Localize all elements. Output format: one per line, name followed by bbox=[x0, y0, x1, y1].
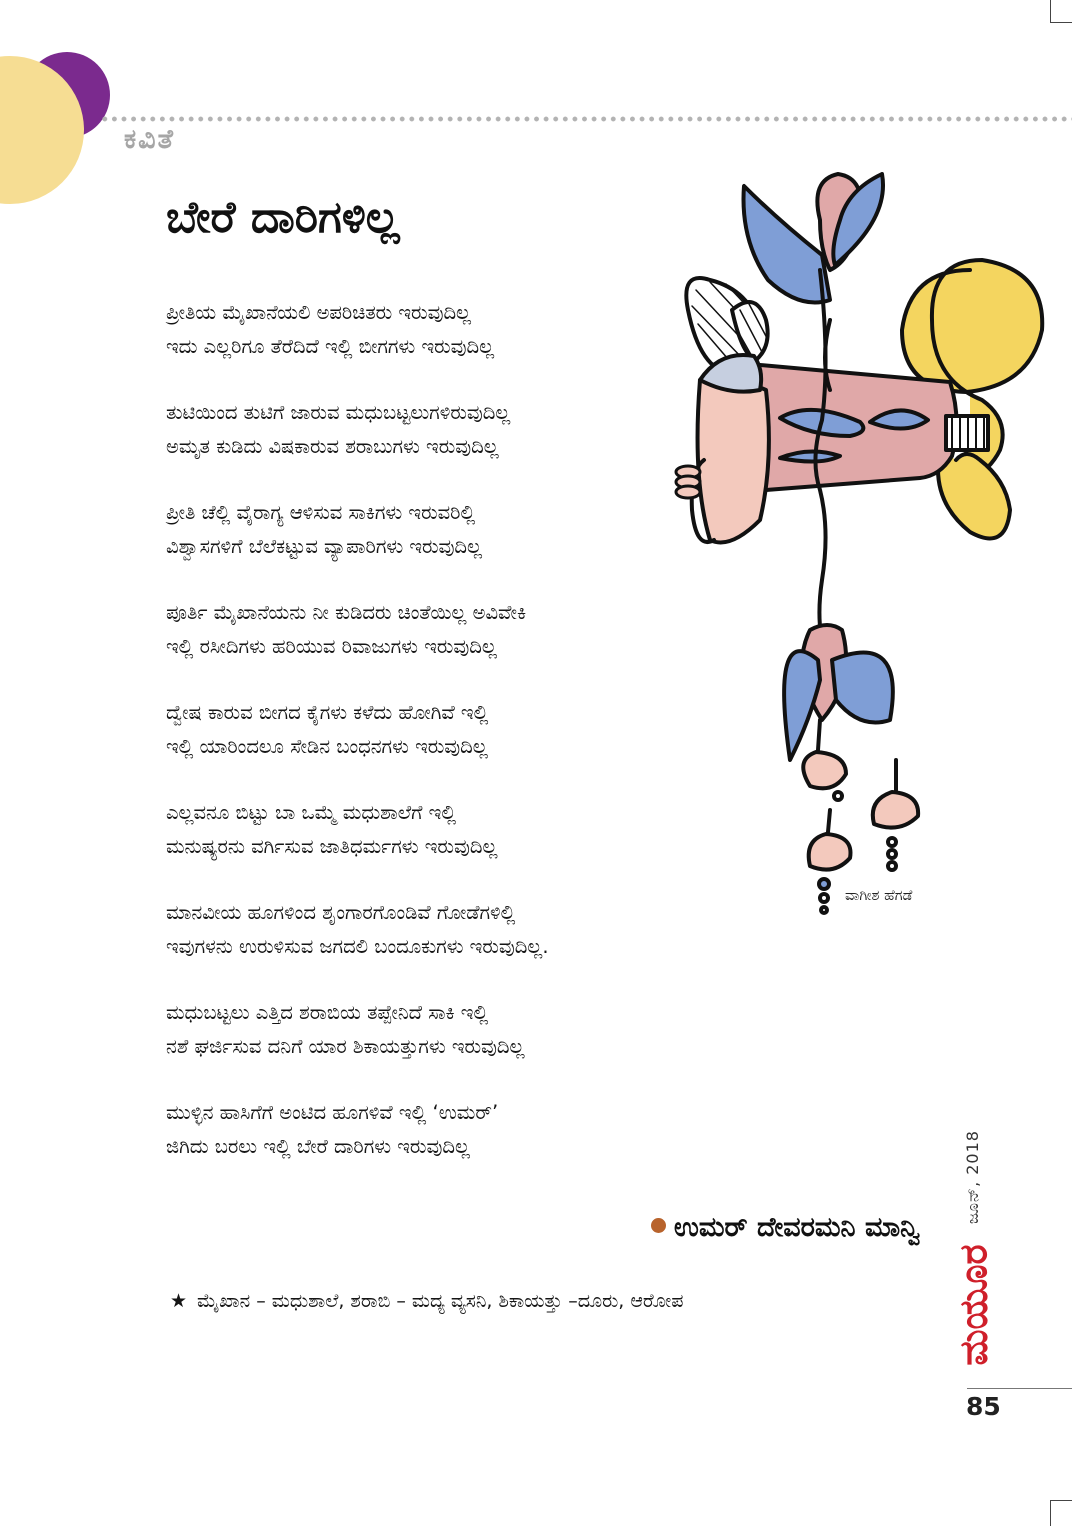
abstract-illustration bbox=[670, 160, 1055, 930]
author-bullet bbox=[651, 1218, 666, 1233]
poem-line: ಇದು ಎಲ್ಲರಿಗೂ ತೆರೆದಿದೆ ಇಲ್ಲಿ ಬೀಗಗಳು ಇರುವುದಿಲ್ಲ bbox=[166, 335, 495, 358]
poem-line: ಎಲ್ಲವನೂ ಬಿಟ್ಟು ಬಾ ಒಮ್ಮೆ ಮಧುಶಾಲೆಗೆ ಇಲ್ಲಿ bbox=[166, 801, 457, 824]
page-number-rule bbox=[967, 1388, 1072, 1389]
stanza bbox=[166, 1096, 746, 1164]
illustration-credit: ವಾಗೀಶ ಹೆಗಡೆ bbox=[845, 888, 913, 904]
poem-line: ಮುಳ್ಳಿನ ಹಾಸಿಗೆಗೆ ಅಂಟಿದ ಹೂಗಳಿವೆ ಇಲ್ಲಿ ‘ಉಮರ್’ bbox=[166, 1101, 499, 1124]
issue-date-text: ಜೂನ್, 2018 bbox=[963, 1130, 982, 1224]
poem-line: ಇಲ್ಲಿ ಯಾರಿಂದಲೂ ಸೇಡಿನ ಬಂಧನಗಳು ಇರುವುದಿಲ್ಲ bbox=[166, 735, 488, 758]
poem-line: ನಶೆ ಘರ್ಜಿಸುವ ದನಿಗೆ ಯಾರ ಶಿಕಾಯತ್ತುಗಳು ಇರುವುದಿಲ್ಲ bbox=[166, 1035, 525, 1058]
stanza bbox=[166, 696, 746, 764]
poem-line: ಇವುಗಳನು ಉರುಳಿಸುವ ಜಗದಲಿ ಬಂದೂಕುಗಳು ಇರುವುದಿಲ್ಲ. bbox=[166, 935, 549, 958]
magazine-masthead bbox=[946, 1240, 1002, 1370]
poem-line: ಮಧುಬಟ್ಟಲು ಎತ್ತಿದ ಶರಾಬಿಯ ತಪ್ಪೇನಿದೆ ಸಾಕಿ ಇಲ್ಲಿ bbox=[166, 1001, 489, 1024]
page-number: 85 bbox=[966, 1392, 1001, 1421]
stanza bbox=[166, 796, 746, 864]
stanza bbox=[166, 396, 746, 464]
crop-mark-bottom-right bbox=[1050, 1500, 1072, 1526]
stanza bbox=[166, 896, 746, 964]
poem-line: ವಿಶ್ವಾಸಗಳಿಗೆ ಬೆಲೆಕಟ್ಟುವ ವ್ಯಾಪಾರಿಗಳು ಇರುವುದಿಲ್ಲ bbox=[166, 535, 482, 558]
stanza bbox=[166, 596, 746, 664]
stanza bbox=[166, 996, 746, 1064]
poem-line: ಪ್ರೀತಿ ಚೆಲ್ಲಿ ವೈರಾಗ್ಯ ಆಳಿಸುವ ಸಾಕಿಗಳು ಇರುವರಿಲ್ಲಿ bbox=[166, 501, 476, 524]
poem-line: ದ್ವೇಷ ಕಾರುವ ಬೀಗದ ಕೈಗಳು ಕಳೆದು ಹೋಗಿವೆ ಇಲ್ಲಿ bbox=[166, 701, 489, 724]
poem-line: ಇಲ್ಲಿ ರಸೀದಿಗಳು ಹರಿಯುವ ರಿವಾಜುಗಳು ಇರುವುದಿಲ್ಲ bbox=[166, 635, 497, 658]
footnote bbox=[170, 1290, 683, 1312]
author-byline bbox=[651, 1212, 920, 1244]
issue-date bbox=[958, 1122, 988, 1232]
stanza bbox=[166, 296, 746, 364]
poem-line: ಪೂರ್ತಿ ಮೈಖಾನೆಯನು ನೀ ಕುಡಿದರು ಚಿಂತೆಯಿಲ್ಲ ಅವಿವೇಕಿ bbox=[166, 601, 527, 624]
section-label: ಕವಿತೆ bbox=[124, 124, 175, 155]
stanza bbox=[166, 496, 746, 564]
poem-line: ಮನುಷ್ಯರನು ವರ್ಗಿಸುವ ಜಾತಿಧರ್ಮಗಳು ಇರುವುದಿಲ್ಲ bbox=[166, 835, 498, 858]
poem-title: ಬೇರೆ ದಾರಿಗಳಿಲ್ಲ bbox=[166, 192, 400, 243]
star-icon: ★ bbox=[170, 1290, 188, 1312]
poem-line: ಮಾನವೀಯ ಹೂಗಳಿಂದ ಶೃಂಗಾರಗೊಂಡಿವೆ ಗೋಡೆಗಳಿಲ್ಲಿ bbox=[166, 901, 516, 924]
poem-line: ಪ್ರೀತಿಯ ಮೈಖಾನೆಯಲಿ ಅಪರಿಚಿತರು ಇರುವುದಿಲ್ಲ bbox=[166, 301, 472, 324]
dotted-divider bbox=[100, 114, 1072, 124]
poem-body bbox=[166, 296, 746, 1196]
footnote-text: ಮೈಖಾನ – ಮಧುಶಾಲೆ, ಶರಾಬಿ – ಮದ್ಯ ವ್ಯಸನಿ, ಶಿಕಾಯತ್ತು –ದೂರು, ಆರೋಪ bbox=[197, 1290, 684, 1312]
crop-mark-top-right bbox=[1050, 0, 1072, 23]
magazine-name: ಮಯೂರ bbox=[951, 1244, 996, 1366]
poem-line: ತುಟಿಯಿಂದ ತುಟಿಗೆ ಜಾರುವ ಮಧುಬಟ್ಟಲುಗಳಿರುವುದಿಲ್ಲ bbox=[166, 401, 511, 424]
author-name: ಉಮರ್ ದೇವರಮನಿ ಮಾನ್ವಿ bbox=[673, 1212, 920, 1243]
poem-line: ಅಮೃತ ಕುಡಿದು ವಿಷಕಾರುವ ಶರಾಬುಗಳು ಇರುವುದಿಲ್ಲ bbox=[166, 435, 499, 458]
poem-line: ಜಿಗಿದು ಬರಲು ಇಲ್ಲಿ ಬೇರೆ ದಾರಿಗಳು ಇರುವುದಿಲ್ಲ bbox=[166, 1135, 470, 1158]
